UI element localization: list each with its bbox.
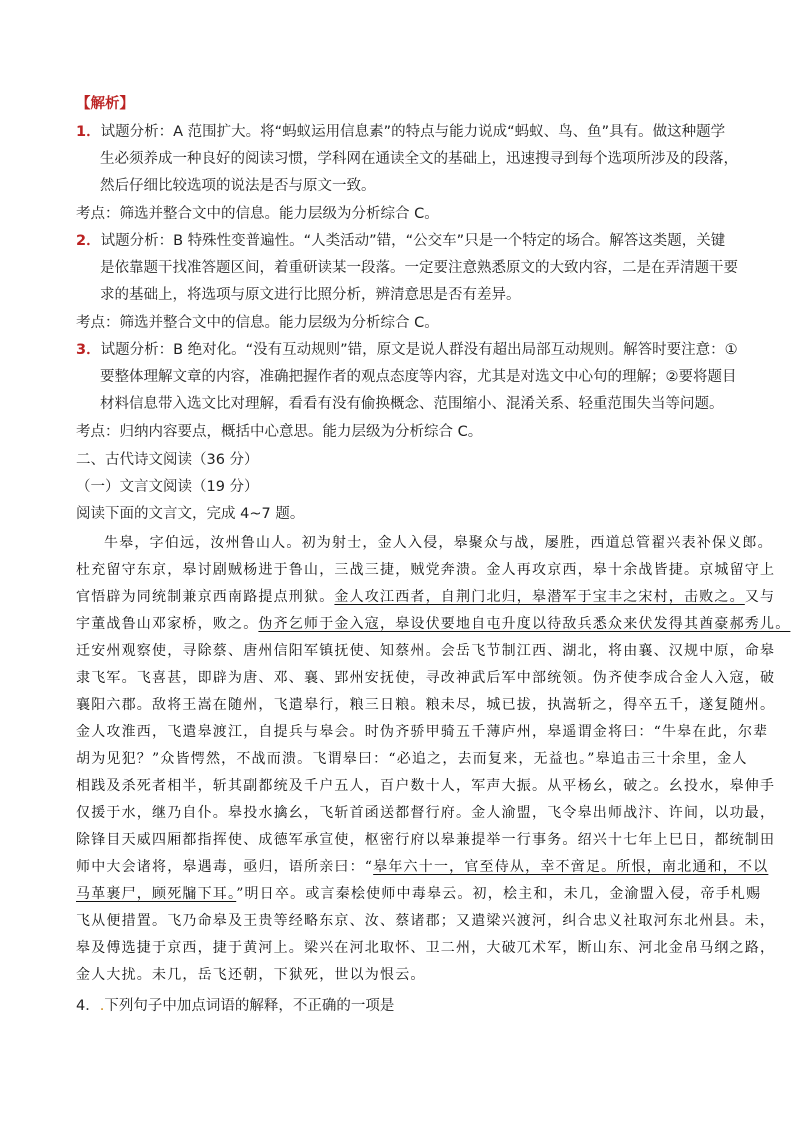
passage-line: [76, 884, 761, 904]
passage-line: 金人大扰。未几，岳飞还朝，下狱死，世以为恨云。: [76, 967, 426, 983]
answer-1-line-1: [76, 122, 725, 142]
answer-2-number: 2．: [76, 233, 101, 249]
section-title: 二、古代诗文阅读（36 分）: [76, 452, 259, 468]
question-dot: .: [99, 998, 105, 1014]
passage-line: 除锋目天威四厢都指挥使、成德军承宣使，枢密行府以皋兼提举一行事务。绍兴十七年上巳日，都统制田: [76, 832, 776, 848]
instruction: 阅读下面的文言文，完成 4~7 题。: [76, 506, 305, 522]
passage-line: 胡为见犯？”众皆愕然，不战而溃。飞谓皋曰：“必追之，去而复来，无益也。”皋追击三十余里，金人: [76, 751, 748, 767]
answer-2-line-1: [76, 231, 725, 251]
underlined-sentence: 金人攻江西者，自荆门北归，皋潜军于宝丰之宋村，击败之。: [334, 589, 745, 605]
underlined-sentence: 皋年六十一，官至侍从，幸不啻足。所恨，南北通和，不以: [373, 859, 769, 875]
passage-text: ”明日卒。或言秦桧使师中毒皋云。初，桧主和，未几，金渝盟入侵，帝手札赐: [236, 886, 762, 902]
analysis-heading: 【解析】: [76, 96, 134, 112]
passage-line: 杜充留守东京，皋讨剧贼杨进于鲁山，三战三捷，贼党奔溃。金人再攻京西，皋十余战皆捷。京城留守上: [76, 562, 776, 578]
passage-line: 飞从便措置。飞乃命皋及王贵等经略东京、汝、蔡诸郡；又遣梁兴渡河，纠合忠义社取河东北州县。未，: [76, 913, 776, 929]
answer-1-line-3: 然后仔细比较选项的说法是否与原文一致。: [100, 178, 376, 194]
answer-3-line-2: 要整体理解文章的内容，准确把握作者的观点态度等内容，尤其是对选文中心句的理解；②要将题目: [100, 369, 737, 385]
answer-2-line-2: 是依靠题干找准答题区间，着重研读某一段落。一定要注意熟悉原文的大致内容，二是在弄清题干要: [100, 260, 738, 276]
answer-3-line-1: [76, 340, 738, 360]
passage-line: 襄阳六郡。敌将王嵩在随州，飞遣皋行，粮三日粮。粮未尽，城已拔，执嵩斩之，得卒五千，遂复随州。: [76, 697, 776, 713]
passage-line: 金人攻淮西，飞遣皋渡江，自提兵与皋会。时伪齐骄甲骑五千薄庐州，皋遥谓金将曰：“牛皋在此，尔辈: [76, 724, 769, 740]
passage-line: [76, 857, 768, 877]
passage-line: 皋及傅选捷于京西，捷于黄河上。梁兴在河北取怀、卫二州，大破兀术军，断山东、河北金帛马纲之路，: [76, 940, 776, 956]
passage-line: 迁安州观察使，寻除蔡、唐州信阳军镇抚使、知蔡州。会岳飞节制江西、湖北，将由襄、汉规中原，命皋: [76, 643, 776, 659]
answer-3-kaodian: 考点：归纳内容要点，概括中心意思。能力层级为分析综合 C。: [76, 424, 483, 440]
answer-3-number: 3．: [76, 342, 101, 358]
passage-line: 牛皋，字伯远，汝州鲁山人。初为射士，金人入侵，皋聚众与战，屡胜，西道总管翟兴表补保义郎。: [104, 535, 773, 551]
answer-2-line-3: 求的基础上，将选项与原文进行比照分析，辨清意思是否有差异。: [100, 287, 521, 303]
answer-1-number: 1．: [76, 124, 101, 140]
answer-1-kaodian: 考点：筛选并整合文中的信息。能力层级为分析综合 C。: [76, 206, 439, 222]
question-number: 4．: [76, 998, 100, 1014]
passage-text: 官悟辟为同统制兼京西南路提点刑狱。: [76, 589, 335, 605]
answer-3-text-1: 试题分析：B 绝对化。“没有互动规则”错，原文是说人群没有超出局部互动规则。解答时要注意：①: [100, 342, 738, 358]
passage-text: 师中大会诸将，皋遇毒，亟归，语所亲曰：“: [76, 859, 374, 875]
passage-line: [76, 614, 790, 634]
passage-line: 隶飞军。飞喜甚，即辟为唐、邓、襄、郢州安抚使，寻改神武后军中部统领。伪齐使李成合金人入寇，破: [76, 670, 776, 686]
question-text: 下列句子中加点词语的解释，不正确的一项是: [104, 998, 395, 1014]
passage-line: 相践及杀死者相半，斩其副都统及千户五人，百户数十人，军声大振。从平杨幺，破之。幺投水，皋伸手: [76, 778, 776, 794]
passage-text: 又与: [744, 589, 776, 605]
answer-1-text-1: 试题分析：A 范围扩大。将“蚂蚁运用信息素”的特点与能力说成“蚂蚁、鸟、鱼”具有。做这种题学: [100, 124, 726, 140]
passage-line: [76, 587, 775, 607]
answer-1-line-2: 生必须养成一种良好的阅读习惯，学科网在通读全文的基础上，迅速搜寻到每个选项所涉及的段落，: [100, 151, 738, 167]
passage-line: 仅援于水，继乃自仆。皋投水擒幺，飞斩首函送都督行府。金人渝盟，飞令皋出师战汴、许间，以功最，: [76, 805, 776, 821]
passage-text: 宇董战鲁山邓家桥，败之。: [76, 616, 259, 632]
answer-3-line-3: 材料信息带入选文比对理解，看看有没有偷换概念、范围缩小、混淆关系、轻重范围失当等问题。: [100, 396, 724, 412]
underlined-sentence: 伪齐乞师于金入寇，皋设伏要地自屯升度以待敌兵悉众来伏发得其酋豪郝秀儿。: [258, 616, 791, 632]
underlined-sentence: 马革裹尸，顾死牖下耳。: [76, 886, 237, 902]
answer-2-kaodian: 考点：筛选并整合文中的信息。能力层级为分析综合 C。: [76, 315, 439, 331]
subsection-title: （一）文言文阅读（19 分）: [76, 479, 259, 495]
answer-2-text-1: 试题分析：B 特殊性变普遍性。“人类活动”错，“公交车”只是一个特定的场合。解答这类题，关键: [100, 233, 726, 249]
question-4: [76, 996, 394, 1016]
